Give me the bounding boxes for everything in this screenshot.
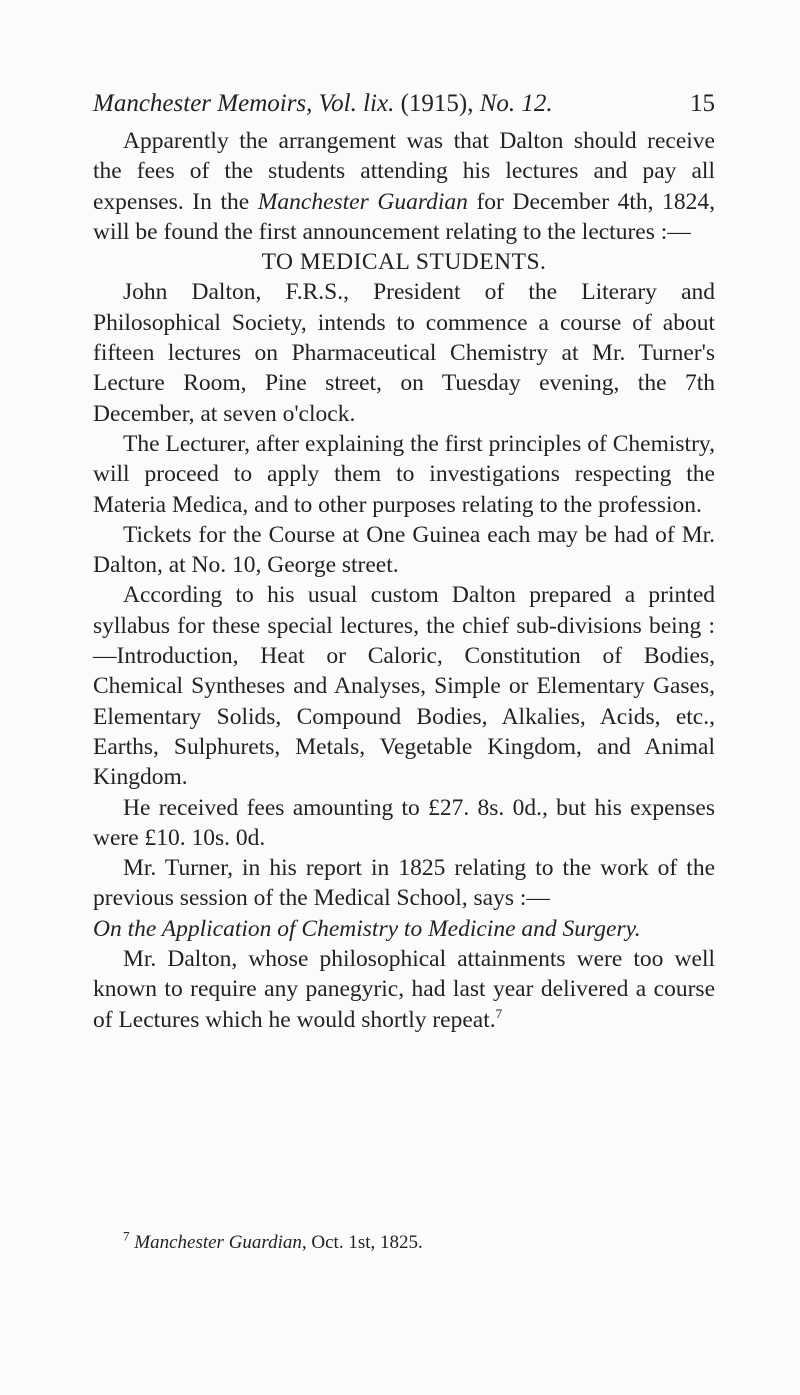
journal-year: (1915),: [400, 90, 474, 117]
footnote-date: Oct. 1st, 1825.: [311, 1232, 423, 1253]
running-header: [93, 90, 715, 130]
running-title: [93, 90, 553, 118]
notice-heading: TO MEDICAL STUDENTS.: [261, 249, 547, 276]
footnote-marker: 7: [495, 1005, 503, 1021]
issue-number: No. 12.: [479, 90, 553, 117]
notice-paragraph-1: John Dalton, F.R.S., President of the Literary and Philosophical Society, intends to commence a course of about fifteen lectures on Pharmaceutical Chemistry at Mr. Turner's Lecture Room, Pine street, on Tuesday evening, the 7th December, at seven o'clock.: [93, 279, 715, 427]
footnote: [93, 1228, 715, 1254]
notice-paragraph-3: Tickets for the Course at One Guinea each may be had of Mr. Dalton, at No. 10, George street.: [93, 521, 715, 579]
turner-paragraph: Mr. Turner, in his report in 1825 relating to the work of the previous session of the Medical School, says :—: [93, 855, 715, 912]
newspaper-title: Manchester Guardian: [257, 188, 468, 215]
footnote-number: 7: [123, 1228, 130, 1244]
notice-paragraph-2: The Lecturer, after explaining the first principles of Chemistry, will proceed to apply them to investigations respecting the Materia Medica, and to other purposes relating to the profession.: [93, 430, 715, 518]
report-heading: On the Application of Chemistry to Medicine and Surgery.: [93, 915, 641, 942]
main-text: [93, 126, 715, 1035]
report-paragraph: Mr. Dalton, whose philosophical attainments were too well known to require any panegyric, had last year delivered a course of Lectures which he would shortly repeat.$^7$: [93, 946, 715, 1033]
fees-paragraph: He received fees amounting to £27. 8s. 0d., but his expenses were £10. 10s. 0d.: [93, 794, 715, 851]
intro-paragraph: Apparently the arrangement was that Dalton should receive the fees of the students attending his lectures and pay all expenses. In the Manchester Guardian for December 4th, 1824, will be found the first announcement relating to the lectures :—: [93, 128, 716, 245]
page-number: 15: [690, 90, 715, 117]
journal-title: Manchester Memoirs, Vol. lix.: [93, 90, 395, 117]
syllabus-paragraph: According to his usual custom Dalton prepared a printed syllabus for these special lectures, the chief sub-divisions being :—Introduction, Heat or Caloric, Constitution of Bodies, Chemical Syntheses and Analyses, Simple or Elementary Gases, Elementary Solids, Compound Bodies, Alkalies, Acids, etc., Earths, Sulphurets, Metals, Vegetable Kingdom, and Animal Kingdom.: [93, 582, 715, 791]
footnote-source: Manchester Guardian,: [134, 1232, 307, 1253]
